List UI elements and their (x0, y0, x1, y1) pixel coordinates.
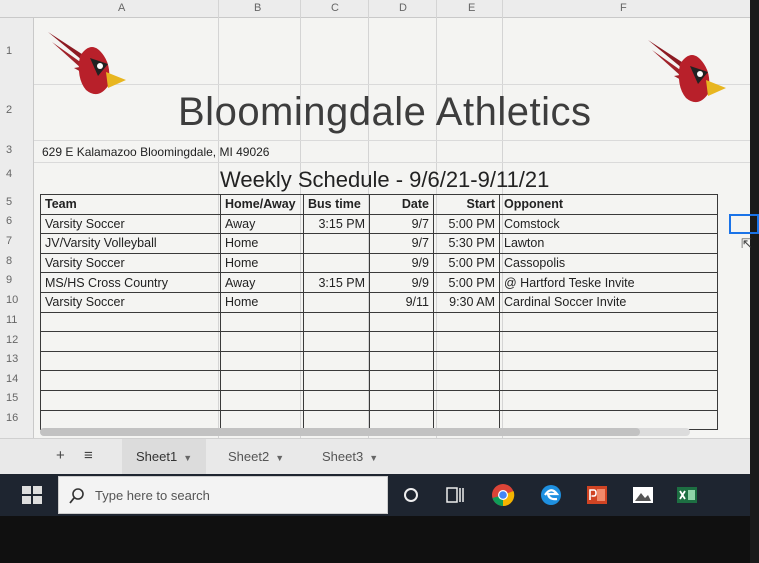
cell-bus-time[interactable] (304, 371, 370, 391)
table-row (41, 214, 718, 234)
cell-start[interactable]: 5:00 PM (434, 273, 500, 293)
cell-opponent[interactable] (500, 312, 718, 332)
grid-line (34, 84, 750, 85)
tab-sheet1[interactable] (122, 439, 206, 475)
table-row (41, 332, 718, 352)
selected-cell[interactable] (729, 214, 759, 234)
cell-opponent[interactable] (500, 390, 718, 410)
photos-icon[interactable] (630, 482, 656, 508)
cell-date[interactable] (370, 390, 434, 410)
cell-home-away[interactable] (221, 332, 304, 352)
column-header-d[interactable]: D (399, 2, 407, 14)
all-sheets-button[interactable]: ≡ (84, 447, 93, 464)
tab-sheet3[interactable] (308, 439, 392, 475)
cell-home-away[interactable] (221, 312, 304, 332)
page-title: Bloomingdale Athletics (178, 90, 592, 134)
excel-icon[interactable] (674, 482, 700, 508)
header-date[interactable]: Date (370, 195, 434, 215)
cell-home-away[interactable]: Home (221, 253, 304, 273)
row-header[interactable]: 14 (6, 373, 19, 385)
cell-bus-time[interactable] (304, 390, 370, 410)
row-header[interactable]: 8 (6, 255, 13, 267)
cell-opponent[interactable]: Cassopolis (500, 253, 718, 273)
tab-sheet2[interactable] (214, 439, 298, 475)
monitor-bezel (0, 516, 750, 563)
windows-start-icon[interactable] (22, 486, 42, 504)
powerpoint-icon[interactable] (584, 482, 610, 508)
cardinal-logo-left (46, 28, 126, 98)
cell-start[interactable] (434, 390, 500, 410)
horizontal-scrollbar[interactable] (40, 428, 690, 436)
cell-start[interactable] (434, 312, 500, 332)
taskbar (0, 474, 750, 516)
table-row (41, 390, 718, 410)
search-placeholder: Type here to search (95, 488, 210, 503)
row-header[interactable]: 5 (6, 196, 13, 208)
row-header[interactable]: 6 (6, 215, 13, 227)
cell-date[interactable]: 9/7 (370, 234, 434, 254)
cell-home-away[interactable]: Home (221, 292, 304, 312)
table-row (41, 312, 718, 332)
table-row (41, 351, 718, 371)
cell-team[interactable]: MS/HS Cross Country (41, 273, 221, 293)
cell-opponent[interactable]: Comstock (500, 214, 718, 234)
cell-opponent[interactable] (500, 332, 718, 352)
cell-date[interactable] (370, 351, 434, 371)
cell-start[interactable]: 5:00 PM (434, 253, 500, 273)
edge-icon[interactable] (538, 482, 564, 508)
cell-team[interactable] (41, 351, 221, 371)
cell-home-away[interactable] (221, 351, 304, 371)
tab-label: Sheet3 (322, 449, 364, 464)
cell-bus-time[interactable] (304, 351, 370, 371)
table-header-row (41, 195, 718, 215)
table-row (41, 253, 718, 273)
schedule-subtitle[interactable]: Weekly Schedule - 9/6/21-9/11/21 (220, 167, 550, 192)
mouse-cursor-icon: ⇱ (741, 236, 752, 251)
cell-date[interactable] (370, 371, 434, 391)
column-headers (0, 0, 750, 18)
cell-home-away[interactable]: Away (221, 214, 304, 234)
cell-team[interactable] (41, 371, 221, 391)
table-row (41, 410, 718, 430)
cell-home-away[interactable] (221, 371, 304, 391)
chevron-down-icon[interactable]: ▼ (369, 453, 379, 463)
column-header-e[interactable]: E (468, 2, 476, 14)
column-header-b[interactable]: B (254, 2, 262, 14)
chevron-down-icon[interactable]: ▼ (275, 453, 285, 463)
row-header[interactable]: 13 (6, 353, 19, 365)
column-header-c[interactable]: C (331, 2, 339, 14)
cell-date[interactable]: 9/9 (370, 253, 434, 273)
cell-team[interactable] (41, 410, 221, 430)
cell-start[interactable] (434, 371, 500, 391)
cell-bus-time[interactable] (304, 410, 370, 430)
sheet-tab-bar (0, 438, 750, 474)
cell-bus-time[interactable]: 3:15 PM (304, 273, 370, 293)
header-team[interactable]: Team (41, 195, 221, 215)
row-header[interactable]: 3 (6, 144, 13, 156)
cell-team[interactable] (41, 312, 221, 332)
cell-bus-time[interactable] (304, 332, 370, 352)
row-header[interactable]: 4 (6, 168, 13, 180)
row-header[interactable]: 15 (6, 392, 19, 404)
cell-team[interactable] (41, 390, 221, 410)
cortana-icon[interactable] (398, 482, 424, 508)
cell-team[interactable]: Varsity Soccer (41, 292, 221, 312)
tab-label: Sheet1 (136, 449, 178, 464)
scrollbar-thumb[interactable] (40, 428, 640, 436)
table-row (41, 234, 718, 254)
cell-team[interactable]: Varsity Soccer (41, 214, 221, 234)
table-row (41, 371, 718, 391)
cell-home-away[interactable] (221, 410, 304, 430)
cell-bus-time[interactable] (304, 312, 370, 332)
taskbar-search-box[interactable] (58, 476, 388, 514)
row-header[interactable]: 9 (6, 274, 13, 286)
column-header-a[interactable]: A (118, 2, 126, 14)
cell-home-away[interactable]: Home (221, 234, 304, 254)
row-header[interactable]: 16 (6, 412, 19, 424)
tab-label: Sheet2 (228, 449, 270, 464)
row-header[interactable]: 2 (6, 104, 13, 116)
cell-team[interactable] (41, 332, 221, 352)
table-row (41, 273, 718, 293)
cell-start[interactable] (434, 351, 500, 371)
cell-date[interactable]: 9/11 (370, 292, 434, 312)
grid-line (34, 162, 750, 163)
row-header[interactable]: 10 (6, 294, 19, 306)
column-header-f[interactable]: F (620, 2, 627, 14)
header-home-away[interactable]: Home/Away (221, 195, 304, 215)
cell-bus-time[interactable] (304, 292, 370, 312)
cell-opponent[interactable] (500, 351, 718, 371)
cell-start[interactable] (434, 410, 500, 430)
cell-bus-time[interactable] (304, 234, 370, 254)
schedule-table (40, 194, 718, 430)
cell-opponent[interactable]: Cardinal Soccer Invite (500, 292, 718, 312)
cell-team[interactable]: Varsity Soccer (41, 253, 221, 273)
grid-line (34, 140, 750, 141)
search-icon (69, 488, 85, 504)
chrome-icon[interactable] (490, 482, 516, 508)
cell-date[interactable] (370, 312, 434, 332)
cell-home-away[interactable]: Away (221, 273, 304, 293)
cell-bus-time[interactable]: 3:15 PM (304, 214, 370, 234)
chevron-down-icon[interactable]: ▼ (183, 453, 193, 463)
cell-date[interactable]: 9/7 (370, 214, 434, 234)
cell-date[interactable] (370, 410, 434, 430)
row-header[interactable]: 12 (6, 334, 19, 346)
address-cell[interactable]: 629 E Kalamazoo Bloomingdale, MI 49026 (42, 145, 270, 159)
row-header[interactable]: 11 (6, 314, 18, 326)
header-bus-time[interactable]: Bus time (304, 195, 370, 215)
row-headers (0, 18, 34, 438)
cardinal-logo-right (646, 36, 726, 106)
task-view-icon[interactable] (442, 482, 468, 508)
cell-start[interactable]: 5:00 PM (434, 214, 500, 234)
table-row (41, 292, 718, 312)
cell-start[interactable] (434, 332, 500, 352)
cell-opponent[interactable] (500, 410, 718, 430)
header-opponent[interactable]: Opponent (500, 195, 718, 215)
cell-opponent[interactable] (500, 371, 718, 391)
row-header[interactable]: 1 (6, 45, 13, 57)
add-sheet-button[interactable]: + (56, 447, 65, 464)
header-start[interactable]: Start (434, 195, 500, 215)
cell-opponent[interactable]: Lawton (500, 234, 718, 254)
cell-bus-time[interactable] (304, 253, 370, 273)
cell-start[interactable]: 9:30 AM (434, 292, 500, 312)
cell-start[interactable]: 5:30 PM (434, 234, 500, 254)
cell-date[interactable] (370, 332, 434, 352)
cell-home-away[interactable] (221, 390, 304, 410)
cell-team[interactable]: JV/Varsity Volleyball (41, 234, 221, 254)
cell-opponent[interactable]: @ Hartford Teske Invite (500, 273, 718, 293)
row-header[interactable]: 7 (6, 235, 13, 247)
cell-date[interactable]: 9/9 (370, 273, 434, 293)
